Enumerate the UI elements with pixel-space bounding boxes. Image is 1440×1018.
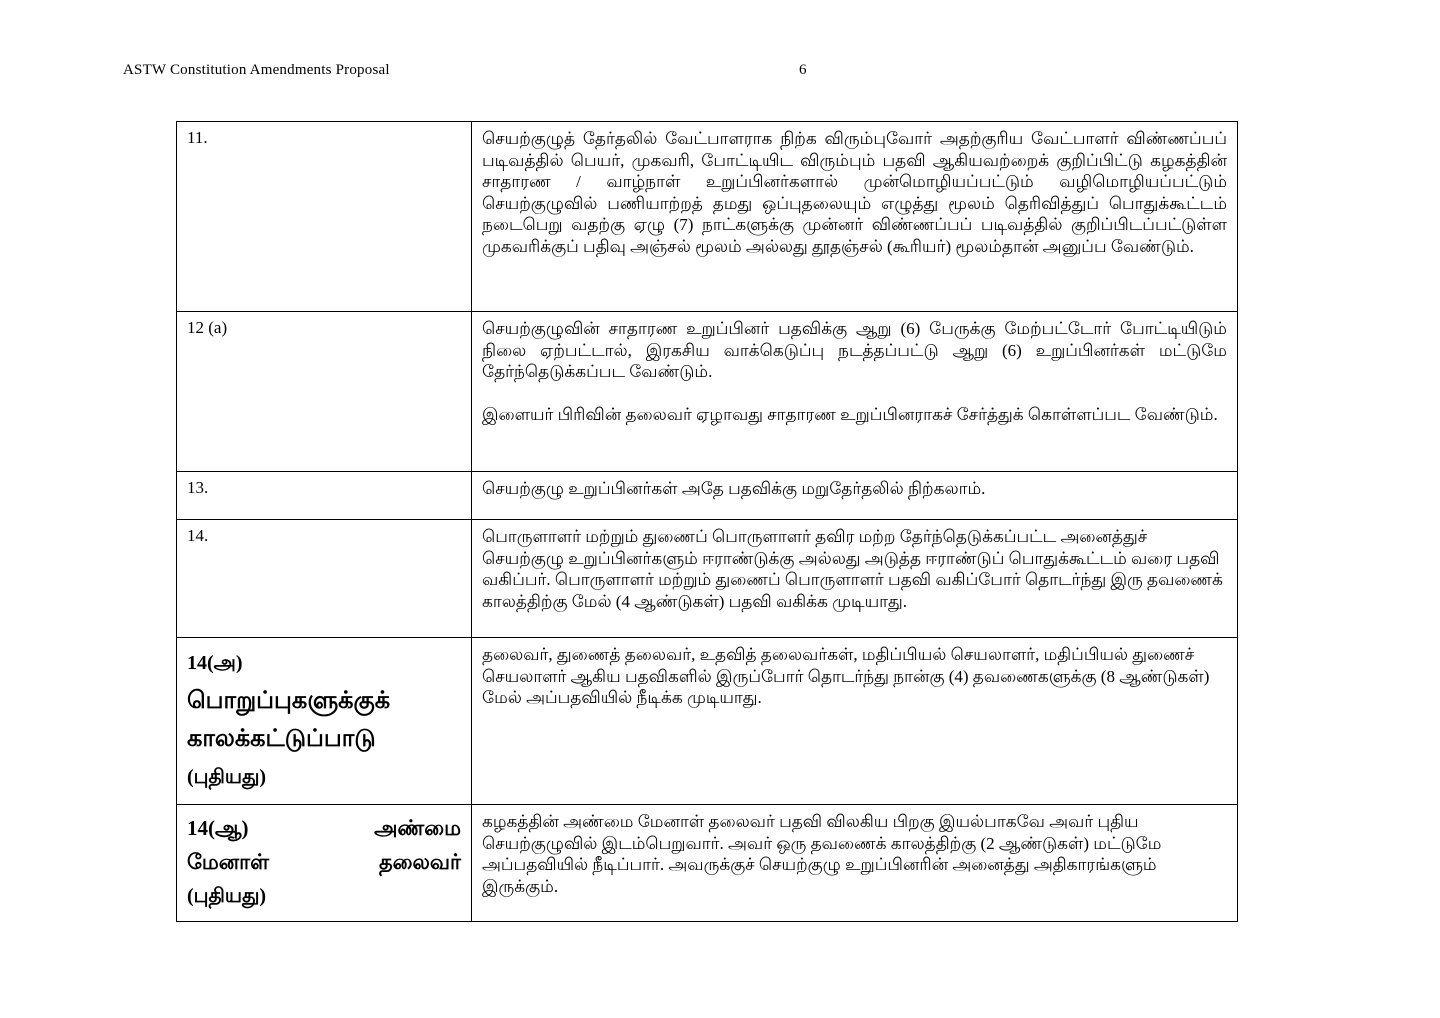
row-content-cell	[472, 805, 1238, 922]
row-label-cell	[177, 520, 472, 638]
amendments-table	[176, 121, 1238, 922]
row-label-cell	[177, 472, 472, 520]
header-title: ASTW Constitution Amendments Proposal	[123, 62, 390, 78]
row-label-line: (புதியது)	[187, 766, 267, 788]
table-row	[177, 520, 1238, 638]
row-label-line	[187, 845, 461, 879]
table-row	[177, 805, 1238, 922]
row-label-cell	[177, 805, 472, 922]
table-row	[177, 312, 1238, 472]
table-row	[177, 472, 1238, 520]
row-content-cell	[472, 638, 1238, 805]
paragraph: பொருளாளர் மற்றும் துணைப் பொருளாளர் தவிர மற்ற தேர்ந்தெடுக்கப்பட்ட அனைத்துச் செயற்குழு உறுப்பினர்களும் ஈராண்டுக்கு அல்லது அடுத்த ஈராண்டுப் பொதுக்கூட்டம் வரை பதவி வகிப்பர். பொருளாளர் மற்றும் துணைப் பொருளாளர் பதவி வகிப்போர் தொடர்ந்து இரு தவணைக் காலத்திற்கு மேல் (4 ஆண்டுகள்) பதவி வகிக்க முடியாது.	[482, 527, 1223, 611]
row-label-part: மேனாள்	[187, 850, 270, 874]
paragraph: செயற்குழுத் தேர்தலில் வேட்பாளராக நிற்க விரும்புவோர் அதற்குரிய வேட்பாளர் விண்ணப்பப் படிவத்தில் பெயர், முகவரி, போட்டியிட விரும்பும் பதவி ஆகியவற்றைக் குறிப்பிட்டு கழகத்தின் சாதாரண / வாழ்நாள் உறுப்பினர்களால் முன்மொழியப்பட்டும் வழிமொழியப்பட்டும் செயற்குழுவில் பணியாற்றத் தமது ஒப்புதலையும் எழுத்து மூலம் தெரிவித்துப் பொதுக்கூட்டம் நடைபெறு வதற்கு ஏழு (7) நாட்களுக்கு முன்னர் விண்ணப்பப் படிவத்தில் குறிப்பிடப்பட்டுள்ள முகவரிக்குப் பதிவு அஞ்சல் மூலம் அல்லது தூதஞ்சல் (கூரியர்) மூலம்தான் அனுப்ப வேண்டும்.	[482, 129, 1227, 256]
row-label-line: காலக்கட்டுப்பாடு	[187, 726, 376, 752]
table-row	[177, 122, 1238, 312]
row-label-line	[187, 811, 461, 845]
row-content-cell	[472, 472, 1238, 520]
row-label: 13.	[187, 478, 209, 497]
page-number: 6	[799, 62, 807, 78]
row-label-part: அண்மை	[374, 816, 461, 840]
row-content-cell	[472, 312, 1238, 472]
row-content-cell	[472, 520, 1238, 638]
row-label-cell	[177, 312, 472, 472]
paragraph: தலைவர், துணைத் தலைவர், உதவித் தலைவர்கள், மதிப்பியல் செயலாளர், மதிப்பியல் துணைச் செயலாளர் ஆகிய பதவிகளில் இருப்போர் தொடர்ந்து நான்கு (4) தவணைகளுக்கு (8 ஆண்டுகள்) மேல் அப்பதவியில் நீடிக்க முடியாது.	[482, 645, 1210, 707]
row-label-cell	[177, 638, 472, 805]
row-content-cell	[472, 122, 1238, 312]
paragraph: செயற்குழுவின் சாதாரண உறுப்பினர் பதவிக்கு ஆறு (6) பேருக்கு மேற்பட்டோர் போட்டியிடும் நிலை ஏற்பட்டால், இரகசிய வாக்கெடுப்பு நடத்தப்பட்டு ஆறு (6) உறுப்பினர்கள் மட்டுமே தேர்ந்தெடுக்கப்பட வேண்டும்.	[482, 319, 1227, 381]
table-row	[177, 638, 1238, 805]
row-label-cell	[177, 122, 472, 312]
paragraph: கழகத்தின் அண்மை மேனாள் தலைவர் பதவி விலகிய பிறகு இயல்பாகவே அவர் புதிய செயற்குழுவில் இடம்பெறுவார். அவர் ஒரு தவணைக் காலத்திற்கு (2 ஆண்டுகள்) மட்டுமே அப்பதவியில் நீடிப்பார். அவருக்குச் செயற்குழு உறுப்பினரின் அனைத்து அதிகாரங்களும் இருக்கும்.	[482, 812, 1162, 896]
paragraph: இளையர் பிரிவின் தலைவர் ஏழாவது சாதாரண உறுப்பினராகச் சேர்த்துக் கொள்ளப்பட வேண்டும்.	[482, 405, 1218, 424]
row-label-line: 14(அ)	[187, 652, 243, 674]
row-label-line: (புதியது)	[187, 885, 267, 907]
row-label-part: 14(ஆ)	[187, 816, 249, 840]
paragraph: செயற்குழு உறுப்பினர்கள் அதே பதவிக்கு மறுதேர்தலில் நிற்கலாம்.	[482, 479, 986, 498]
row-label: 11.	[187, 128, 208, 147]
row-label: 14.	[187, 526, 209, 545]
row-label-line: பொறுப்புகளுக்குக்	[187, 688, 391, 714]
page-header	[123, 62, 1317, 82]
row-label-part: தலைவர்	[378, 850, 461, 874]
row-label: 12 (a)	[187, 318, 228, 337]
